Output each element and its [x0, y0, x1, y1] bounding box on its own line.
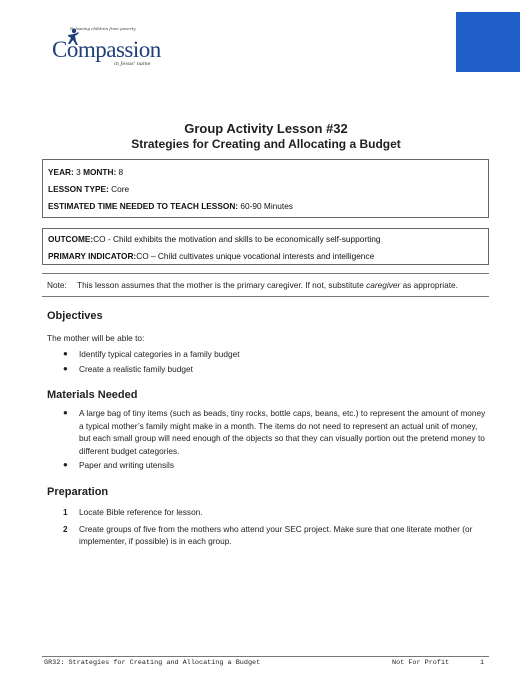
lesson-type-value: Core	[108, 184, 130, 194]
preparation-heading: Preparation	[47, 486, 109, 498]
step-text: Locate Bible reference for lesson.	[79, 507, 203, 517]
footer-page-number: 1	[480, 659, 485, 667]
note-text: This lesson assumes that the mother is the primary caregiver. If not, substitute	[77, 280, 367, 290]
estimated-time-label: ESTIMATED TIME NEEDED TO TEACH LESSON:	[48, 201, 239, 211]
footer-rule	[42, 656, 489, 657]
list-item-text: Paper and writing utensils	[79, 460, 175, 470]
note-emphasis: caregiver	[366, 280, 401, 290]
outcome-value: CO - Child exhibits the motivation and skills to be economically self-supporting	[93, 234, 381, 244]
preparation-steps	[63, 506, 483, 552]
list-item-text: Identify typical categories in a family budget	[79, 349, 240, 359]
materials-heading: Materials Needed	[47, 389, 138, 401]
list-item-text: Create a realistic family budget	[79, 363, 193, 374]
bullet-icon: ●	[63, 363, 68, 373]
bullet-icon: ●	[63, 408, 68, 417]
year-label: YEAR:	[48, 167, 74, 177]
logo-wordmark: Compassion	[52, 37, 161, 62]
footer-not-for-profit: Not For Profit	[392, 659, 450, 667]
list-item	[63, 459, 491, 472]
note-label: Note:	[47, 280, 67, 290]
logo-tagline: Releasing children from poverty	[70, 26, 136, 31]
year-value: 3	[73, 167, 84, 177]
month-label: MONTH:	[83, 167, 117, 177]
primary-indicator-value: CO – Child cultivates unique vocational interests and intelligence	[136, 251, 375, 261]
list-item	[63, 523, 483, 548]
note-top-rule	[42, 273, 489, 274]
compassion-logo	[52, 26, 164, 68]
note-text-end: as appropriate.	[400, 280, 458, 290]
brand-color-block	[456, 12, 520, 72]
month-value: 8	[116, 167, 124, 177]
list-item	[63, 506, 483, 519]
list-item-text: A large bag of tiny items (such as beads, tiny rocks, bottle caps, beans, etc.) to represent the amount of money a typical mother’s family might make in a month. The items do not need to represent an actual unit of money, but each small group will need enough of the objects so that they can visually portion out the pretend money to different budget categories.	[79, 408, 486, 456]
objectives-list	[63, 348, 483, 377]
step-number: 1	[63, 507, 68, 517]
objectives-intro: The mother will be able to:	[47, 333, 145, 343]
note	[47, 280, 458, 290]
outcome-box	[42, 228, 489, 265]
step-number: 2	[63, 523, 68, 534]
list-item	[63, 363, 483, 376]
lesson-type-line	[48, 181, 483, 198]
lesson-title: Group Activity Lesson #32	[184, 121, 348, 136]
list-item	[63, 348, 483, 361]
logo-subline: in Jesus' name	[114, 61, 151, 67]
lesson-type-label: LESSON TYPE:	[48, 184, 109, 194]
lesson-subtitle: Strategies for Creating and Allocating a Budget	[131, 137, 401, 151]
outcome-line	[48, 231, 483, 248]
footer-title: GR32: Strategies for Creating and Allocating a Budget	[44, 659, 261, 667]
materials-list	[63, 407, 491, 474]
step-text: Create groups of five from the mothers who attend your SEC project. Make sure that one literate mother (or implementer, if possible) is in each group.	[79, 523, 473, 546]
outcome-label: OUTCOME:	[48, 234, 94, 244]
note-bottom-rule	[42, 296, 489, 297]
estimated-time-line	[48, 198, 483, 215]
primary-indicator-line	[48, 248, 483, 265]
lesson-info-box	[42, 159, 489, 218]
estimated-time-value: 60-90 Minutes	[238, 201, 293, 211]
bullet-icon: ●	[63, 460, 68, 469]
year-month-line	[48, 164, 483, 181]
primary-indicator-label: PRIMARY INDICATOR:	[48, 251, 137, 261]
objectives-heading: Objectives	[47, 310, 103, 322]
bullet-icon: ●	[63, 349, 68, 358]
list-item	[63, 407, 491, 457]
